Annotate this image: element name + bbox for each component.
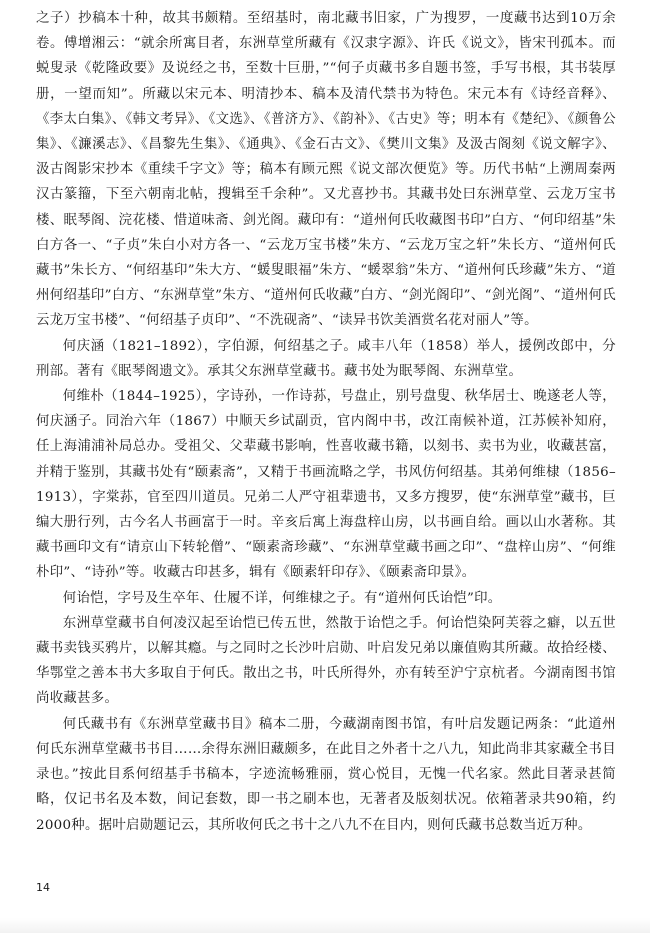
paragraph-4: 何诒恺，字号及生卒年、仕履不详，何维棣之子。有“道州何氏诒恺”印。 — [62, 590, 502, 606]
page-number: 14 — [36, 881, 50, 894]
page-bottom-edge — [0, 918, 650, 933]
paragraph-5: 东洲草堂藏书自何凌汉起至诒恺已传五世，然散于诒恺之手。何诒恺染阿芙蓉之癖，以五世藏书卖钱买鸦片，以解其瘾。与之同时之长沙叶启勋、叶启发兄弟以廉值购其所藏。故拾经楼、华鄂堂之善本书大多取自于何氏。散出之书，叶氏所得外，亦有转至沪宁京杭者。今湖南图书馆尚收藏甚多。 — [36, 615, 616, 707]
body-text — [36, 6, 616, 838]
paragraph-3: 何维朴（1844–1925），字诗孙，一作诗荪，号盘止，别号盘叟、秋华居士、晚遂老人等，何庆涵子。同治六年（1867）中顺天乡试副贡，官内阁中书，改江南候补道，江苏候补知府，任上海浦浦补局总办。受祖父、父辈藏书影响，性喜收藏书籍，以刻书、卖书为业，收藏甚富，并精于鉴别，其藏书处有“颐素斋”，又精于书画流略之学，书风仿何绍基。其弟何维棣（1856–1913），字棠荪，官至四川道员。兄弟二人严守祖辈遗书，又多方搜罗，使“东洲草堂”藏书，巨编大册行列，古今名人书画富于一时。辛亥后寓上海盘梓山房，以书画自给。画以山水著称。其藏书画印文有“请京山下转轮僧”、“颐素斋珍藏”、“东洲草堂藏书画之印”、“盘梓山房”、“何维朴印”、“诗孙”等。收藏古印甚多，辑有《颐素轩印存》、《颐素斋印景》。 — [36, 389, 616, 581]
paragraph-6: 何氏藏书有《东洲草堂藏书目》稿本二册，今藏湖南图书馆，有叶启发题记两条：“此道州何氏东洲草堂藏书书目……余得东洲旧藏颇多，在此目之外者十之八九，知此尚非其家藏全书目录也。”按此目系何绍基手书稿本，字迹流畅雅丽，赏心悦目，无愧一代名家。然此目著录甚简略，仅记书名及本数，间记套数，即一书之刷本也，无著者及版刻状况。依箱著录共90箱，约2000种。据叶启勋题记云，其所收何氏之书十之八九不在目内，则何氏藏书总数当近万种。 — [36, 716, 616, 833]
paragraph-1: 之子）抄稿本十种，故其书颇精。至绍基时，南北藏书旧家，广为搜罗，一度藏书达到10万余卷。傅增湘云：“就余所寓目者，东洲草堂所藏有《汉隶字源》、许氏《说文》，皆宋刊孤本。而蜕叟录《乾隆政要》及说经之书，至数十巨册，”“何子贞藏书多自题书签，手写书根，其书装厚册，一望而知”。所藏以宋元本、明清抄本、稿本及清代禁书为特色。宋元本有《诗经音释》、《李太白集》、《韩文考异》、《文选》、《普济方》、《韵补》、《古史》等；明本有《楚纪》、《颜鲁公集》、《濂溪志》、《昌黎先生集》、《通典》、《金石古文》、《樊川文集》及汲古阁刻《说文解字》、汲古阁影宋抄本《重续千字文》等；稿本有顾元熙《说文部次便览》等。历代书帖“上溯周秦两汉古篆籀，下至六朝南北帖，搜辑至千余种”。又尤喜抄书。其藏书处曰东洲草堂、云龙万宝书楼、眠琴阁、浣花楼、惜道味斋、剑光阁。藏印有：“道州何氏收藏图书印”白方、“何印绍基”朱白方各一、“子贞”朱白小对方各一、“云龙万宝书楼”朱方、“云龙万宝之轩”朱长方、“道州何氏藏书”朱长方、“何绍基印”朱大方、“蝯叟眼福”朱方、“蝯翠翁”朱方、“道州何氏珍藏”朱方、“道州何绍基印”白方、“东洲草堂”朱方、“道州何氏收藏”白方、“剑光阁印”、“剑光阁”、“道州何氏云龙万宝书楼”、“何绍基子贞印”、“不洗砚斋”、“读异书饮美酒赏名花对丽人”等。 — [36, 11, 616, 329]
paragraph-2: 何庆涵（1821–1892），字伯源，何绍基之子。咸丰八年（1858）举人，援例改郎中，分刑部。著有《眠琴阁遗文》。承其父东洲草堂藏书。藏书处为眠琴阁、东洲草堂。 — [36, 338, 616, 379]
